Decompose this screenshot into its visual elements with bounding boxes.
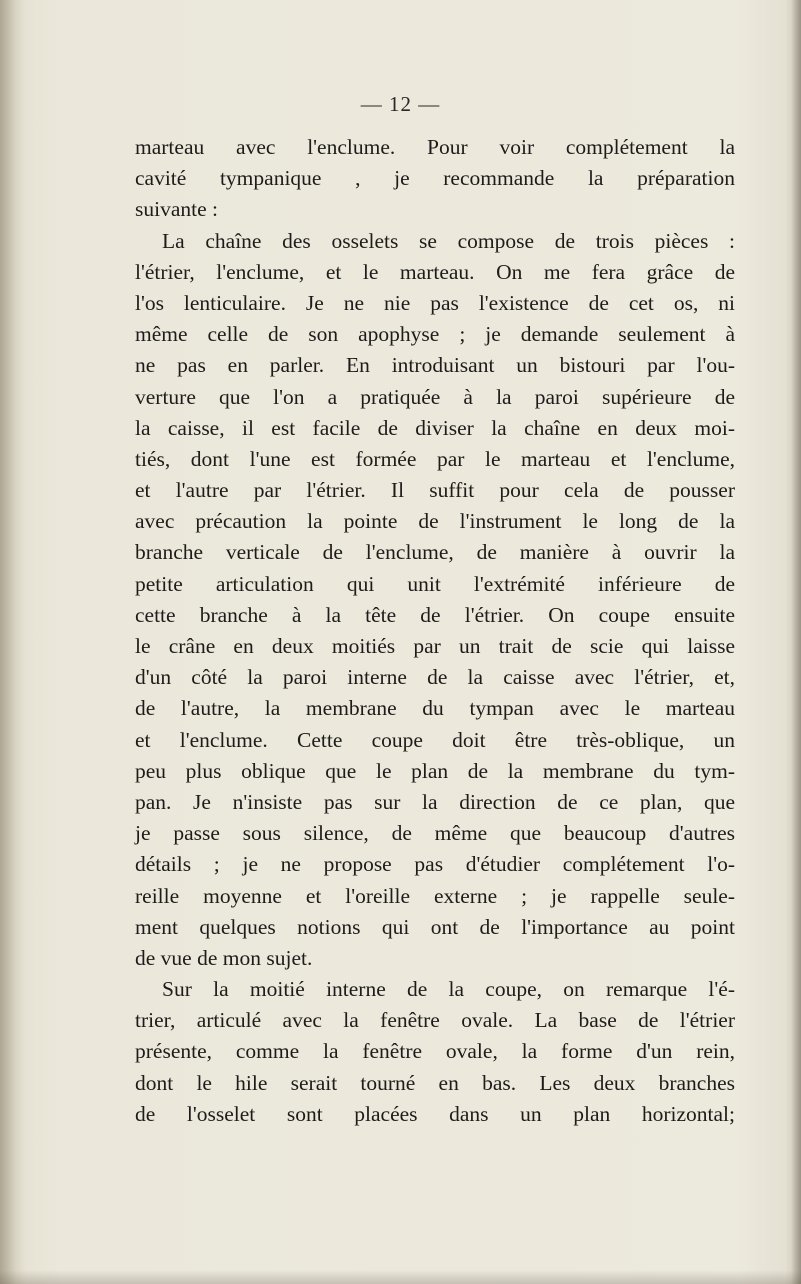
text-line: suivante :	[135, 197, 218, 222]
text-line: avec précaution la pointe de l'instrument le long de la	[135, 509, 735, 534]
body-text	[135, 132, 735, 1130]
page-right-edge	[791, 0, 801, 1284]
text-line: je passe sous silence, de même que beaucoup d'autres	[135, 821, 735, 846]
gutter-shadow	[0, 0, 26, 1284]
text-line: dont le hile serait tourné en bas. Les deux branches	[135, 1070, 735, 1095]
text-line: Sur la moitié interne de la coupe, on remarque l'é-	[162, 977, 735, 1002]
text-line: l'étrier, l'enclume, et le marteau. On me fera grâce de	[135, 259, 735, 284]
text-line: cavité tympanique , je recommande la préparation	[135, 166, 735, 191]
text-line: reille moyenne et l'oreille externe ; je rappelle seule-	[135, 883, 735, 908]
text-line: trier, articulé avec la fenêtre ovale. La base de l'étrier	[135, 1008, 735, 1033]
text-line: La chaîne des osselets se compose de trois pièces :	[162, 228, 735, 253]
text-line: présente, comme la fenêtre ovale, la forme d'un rein,	[135, 1039, 735, 1064]
text-line: l'os lenticulaire. Je ne nie pas l'existence de cet os, ni	[135, 290, 735, 315]
page-bottom-edge	[0, 1270, 801, 1284]
text-line: de l'autre, la membrane du tympan avec le marteau	[135, 696, 735, 721]
text-line: le crâne en deux moitiés par un trait de scie qui laisse	[135, 634, 735, 658]
text-line: peu plus oblique que le plan de la membrane du tym-	[135, 758, 735, 783]
text-line: de l'osselet sont placées dans un plan horizontal;	[135, 1101, 735, 1126]
text-line: et l'autre par l'étrier. Il suffit pour cela de pousser	[135, 478, 735, 503]
text-line: et l'enclume. Cette coupe doit être très-oblique, un	[135, 727, 735, 752]
text-line: marteau avec l'enclume. Pour voir complétement la	[135, 135, 735, 159]
text-line: branche verticale de l'enclume, de manière à ouvrir la	[135, 540, 735, 565]
text-line: d'un côté la paroi interne de la caisse avec l'étrier, et,	[135, 665, 735, 690]
text-line: la caisse, il est facile de diviser la chaîne en deux moi-	[135, 415, 735, 440]
text-line: même celle de son apophyse ; je demande seulement à	[135, 322, 735, 347]
text-line: détails ; je ne propose pas d'étudier complétement l'o-	[135, 852, 735, 877]
text-line: cette branche à la tête de l'étrier. On coupe ensuite	[135, 602, 735, 627]
text-line: ne pas en parler. En introduisant un bistouri par l'ou-	[135, 353, 735, 378]
text-line: de vue de mon sujet.	[135, 945, 313, 970]
text-line: petite articulation qui unit l'extrémité inférieure de	[135, 571, 735, 596]
text-line: pan. Je n'insiste pas sur la direction de ce plan, que	[135, 789, 735, 814]
page-number: — 12 —	[360, 92, 441, 116]
text-line: ment quelques notions qui ont de l'importance au point	[135, 914, 735, 939]
text-line: verture que l'on a pratiquée à la paroi supérieure de	[135, 384, 735, 409]
text-line: tiés, dont l'une est formée par le marteau et l'enclume,	[135, 446, 735, 471]
